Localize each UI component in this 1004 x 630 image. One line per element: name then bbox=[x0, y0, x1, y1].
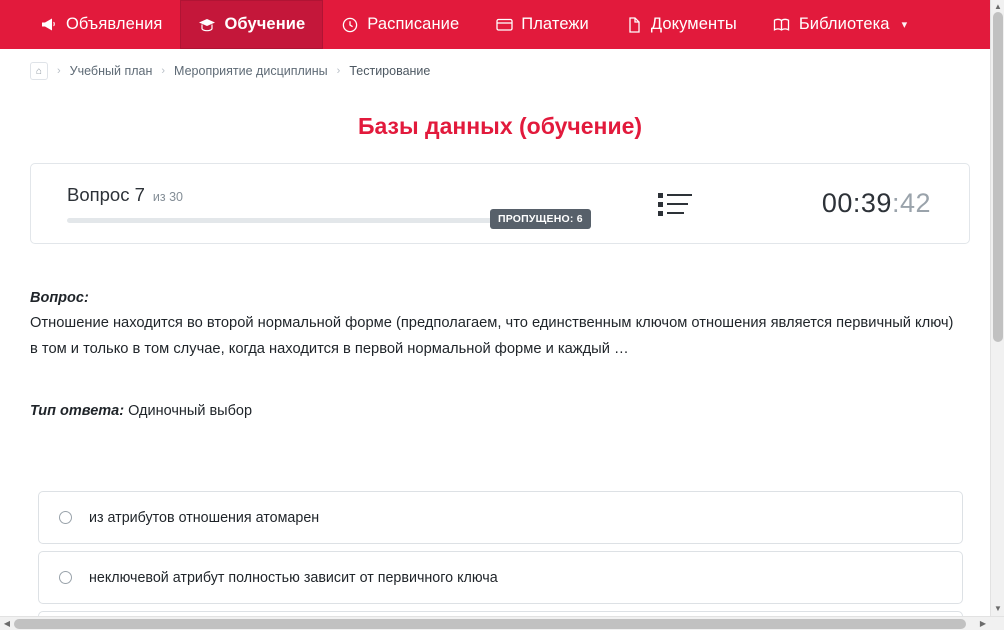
answer-option-label: неключевой атрибут полностью зависит от первичного ключа bbox=[89, 569, 498, 586]
answer-option[interactable] bbox=[38, 551, 963, 604]
nav-item-announcements[interactable] bbox=[22, 0, 180, 49]
question-progress-section bbox=[31, 184, 621, 223]
horizontal-scrollbar-thumb[interactable] bbox=[14, 619, 966, 629]
breadcrumb-separator: › bbox=[57, 65, 61, 77]
page-title: Базы данных (обучение) bbox=[357, 113, 643, 139]
answer-type-row bbox=[30, 403, 252, 419]
question-total: из 30 bbox=[152, 190, 183, 204]
horizontal-scrollbar[interactable] bbox=[0, 616, 1004, 630]
timer-minutes: 00:39 bbox=[821, 188, 892, 218]
breadcrumb bbox=[30, 62, 430, 80]
nav-label: Библиотека bbox=[798, 15, 890, 33]
nav-label: Расписание bbox=[367, 15, 460, 33]
answer-type-value: Одиночный выбор bbox=[128, 403, 253, 419]
breadcrumb-item-discipline-event[interactable]: Мероприятие дисциплины bbox=[174, 64, 328, 78]
skipped-badge: ПРОПУЩЕНО: 6 bbox=[490, 209, 591, 229]
vertical-scrollbar[interactable] bbox=[990, 0, 1004, 616]
radio-button-icon[interactable] bbox=[59, 511, 72, 524]
question-block bbox=[30, 290, 960, 362]
nav-item-schedule[interactable] bbox=[323, 0, 477, 49]
answer-type-label: Тип ответа: bbox=[30, 403, 125, 419]
question-text: Отношение находится во второй нормальной форме (предполагаем, что единственным ключом отношения является первичный ключ) в том и только в том случае, когда находится в первой нормальной форме и каждый … bbox=[30, 315, 954, 357]
breadcrumb-item-testing: Тестирование bbox=[349, 64, 431, 78]
book-icon bbox=[773, 16, 791, 34]
chevron-down-icon[interactable]: ▾ bbox=[901, 19, 908, 31]
answer-option[interactable] bbox=[38, 491, 963, 544]
breadcrumb-separator: › bbox=[161, 65, 166, 77]
scroll-down-arrow-icon[interactable]: ▼ bbox=[994, 604, 1002, 613]
radio-button-icon[interactable] bbox=[59, 571, 72, 584]
breadcrumb-separator: › bbox=[336, 65, 341, 77]
credit-card-icon bbox=[495, 16, 513, 34]
main-navigation bbox=[0, 0, 990, 49]
clock-icon bbox=[341, 16, 359, 34]
nav-label: Платежи bbox=[521, 15, 589, 33]
nav-item-documents[interactable] bbox=[607, 0, 755, 49]
scroll-left-arrow-icon[interactable]: ◀ bbox=[3, 619, 11, 628]
nav-label: Объявления bbox=[66, 15, 163, 33]
nav-item-training[interactable] bbox=[180, 0, 323, 49]
nav-item-library[interactable] bbox=[755, 0, 925, 49]
vertical-scrollbar-thumb[interactable] bbox=[993, 12, 1003, 342]
megaphone-icon bbox=[40, 16, 58, 34]
question-counter bbox=[67, 184, 621, 206]
question-number: Вопрос 7 bbox=[67, 184, 145, 205]
timer-seconds: :42 bbox=[891, 188, 931, 218]
document-icon bbox=[625, 16, 643, 34]
countdown-timer bbox=[729, 188, 969, 219]
graduation-cap-icon bbox=[198, 16, 216, 34]
scroll-up-arrow-icon[interactable]: ▲ bbox=[994, 2, 1002, 11]
nav-label: Обучение bbox=[224, 15, 306, 33]
question-caption: Вопрос: bbox=[30, 290, 89, 306]
question-list-icon[interactable] bbox=[658, 190, 692, 218]
home-icon[interactable]: ⌂ bbox=[30, 62, 48, 80]
nav-item-payments[interactable] bbox=[477, 0, 607, 49]
answer-options bbox=[38, 491, 963, 630]
nav-label: Документы bbox=[650, 15, 737, 33]
scroll-right-arrow-icon[interactable]: ▶ bbox=[979, 619, 987, 628]
answer-option-label: из атрибутов отношения атомарен bbox=[89, 509, 320, 526]
question-list-section bbox=[621, 190, 729, 218]
quiz-header-card bbox=[30, 163, 970, 244]
breadcrumb-item-curriculum[interactable]: Учебный план bbox=[69, 64, 153, 78]
